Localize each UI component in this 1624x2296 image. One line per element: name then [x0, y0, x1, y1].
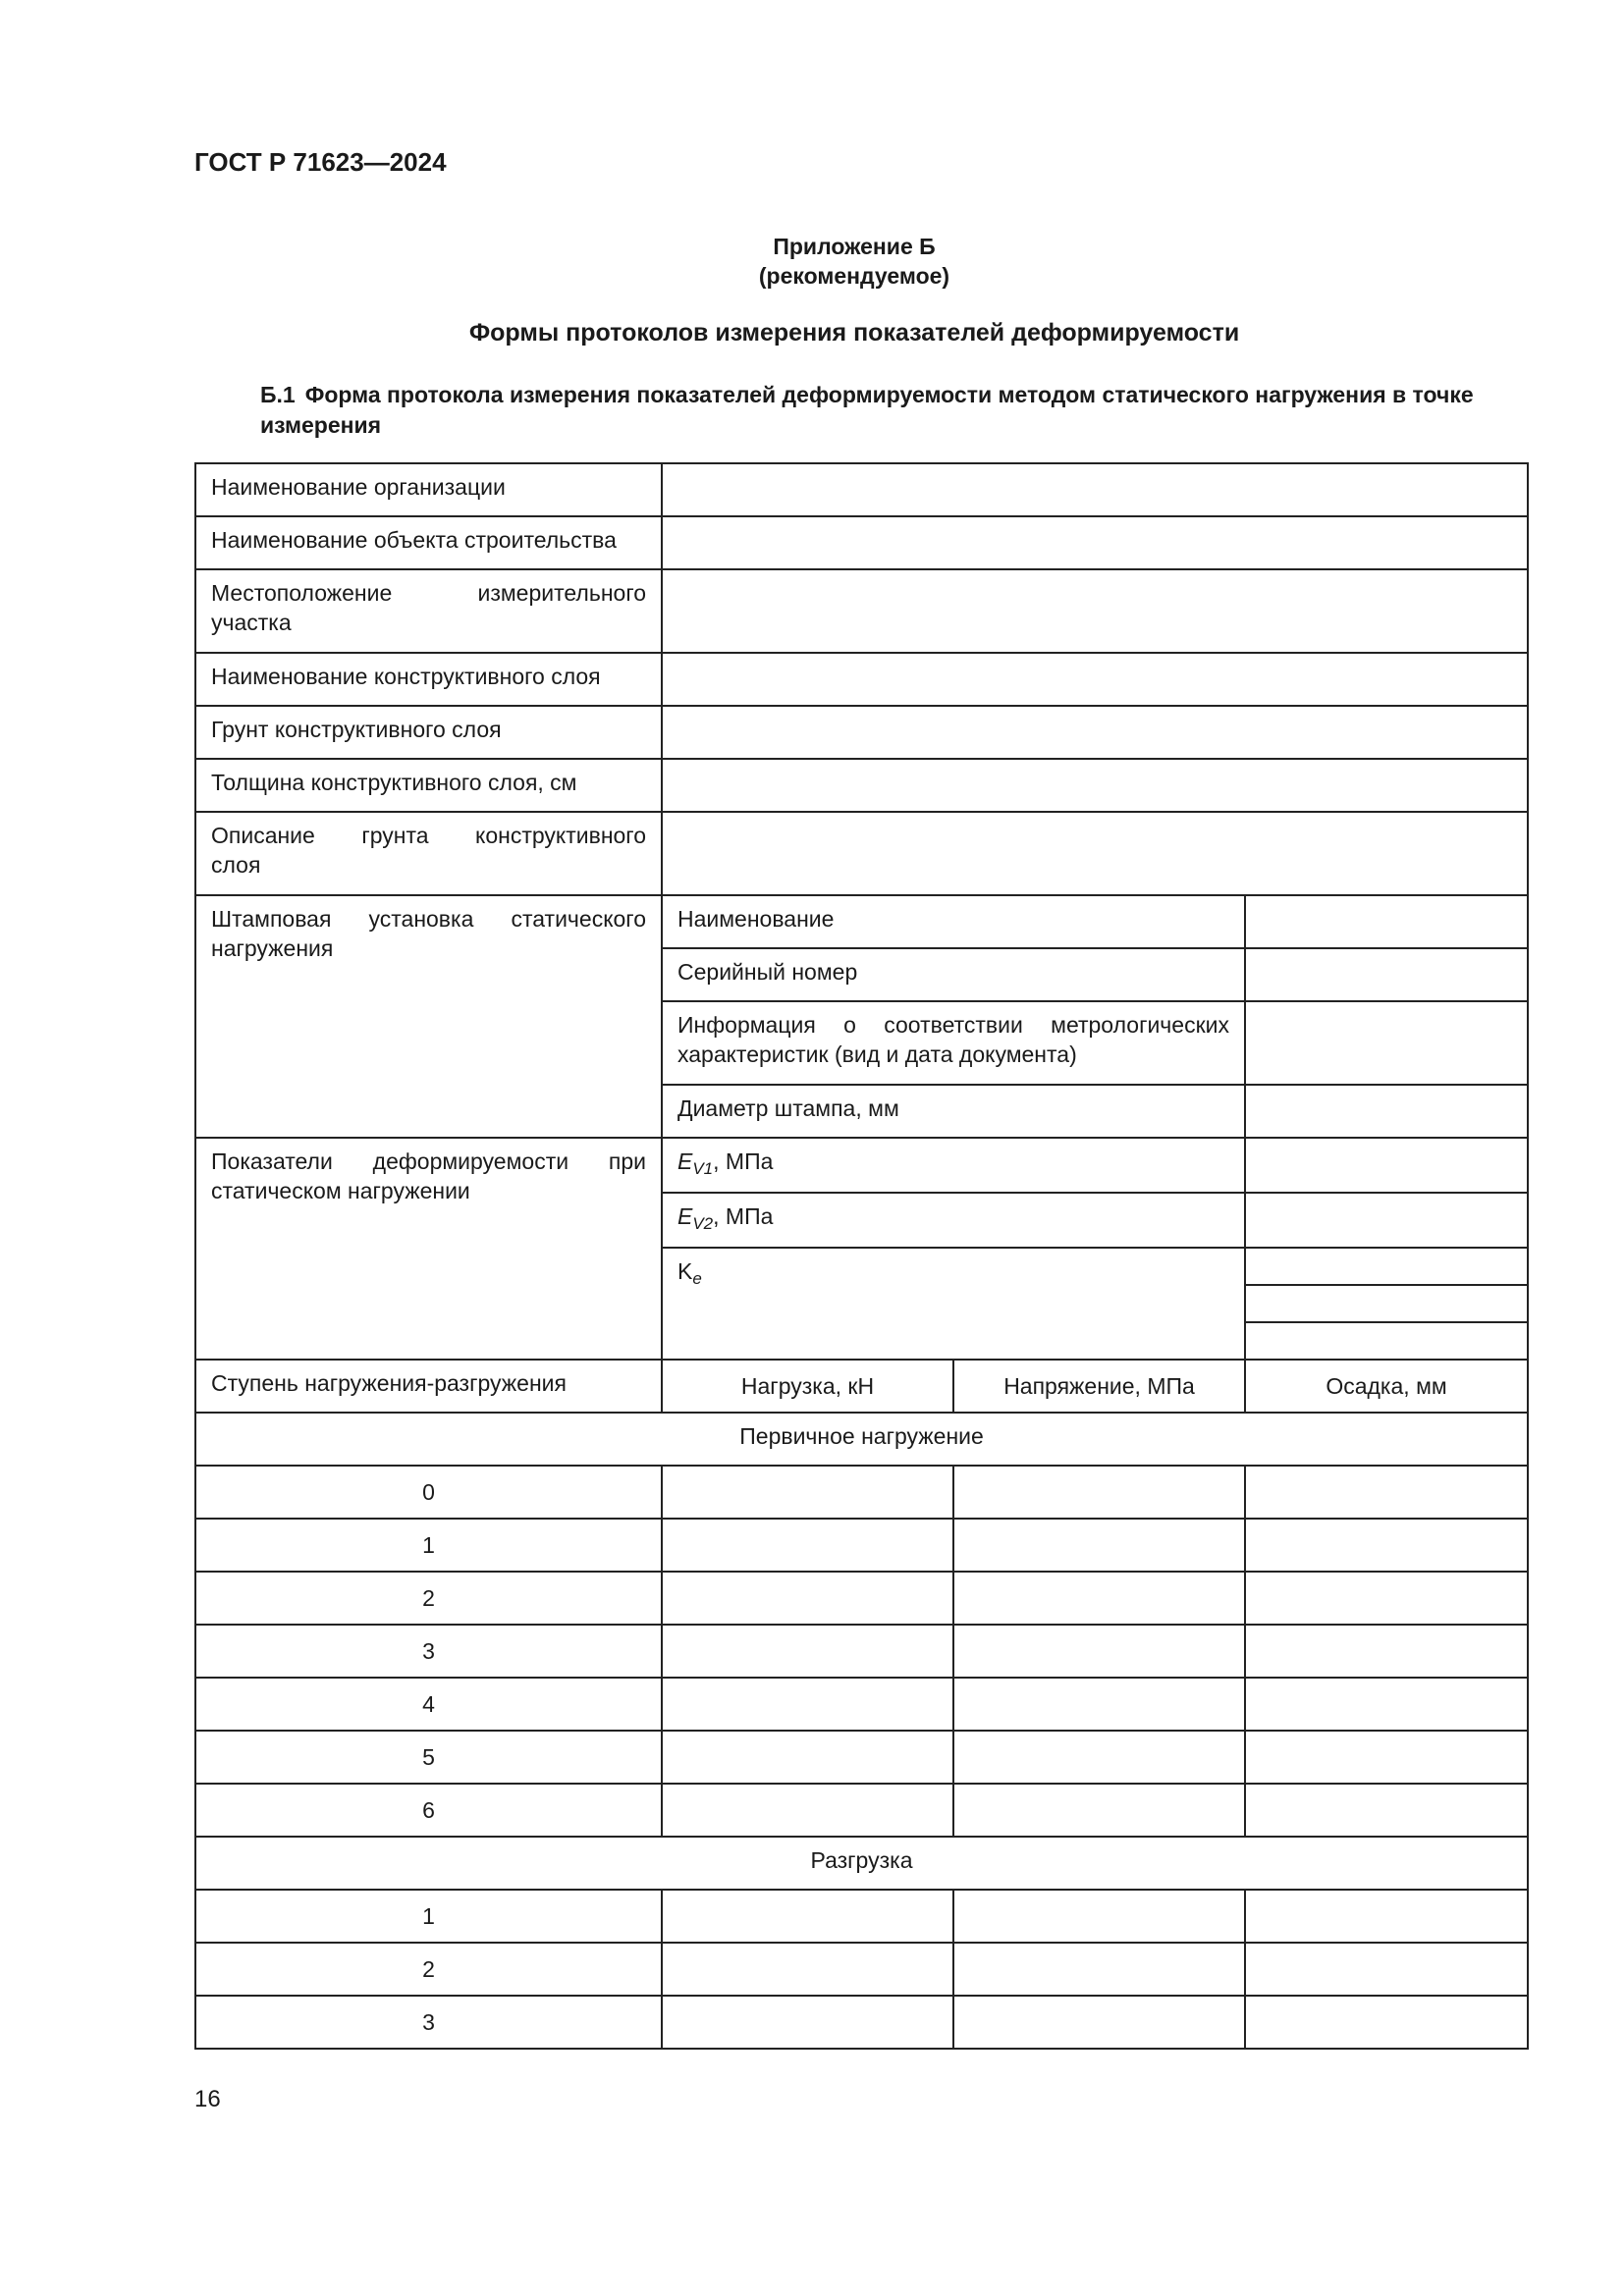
field-label — [195, 812, 662, 895]
header-load: Нагрузка, кН — [662, 1360, 953, 1413]
step-number: 2 — [195, 1943, 662, 1996]
unloading-title: Разгрузка — [195, 1837, 1528, 1890]
field-label: Толщина конструктивного слоя, см — [195, 759, 662, 812]
field-value-cell[interactable] — [1245, 1322, 1528, 1360]
load-cell[interactable] — [662, 1996, 953, 2049]
settlement-cell[interactable] — [1245, 1943, 1528, 1996]
stress-cell[interactable] — [953, 1572, 1245, 1625]
ke-label — [662, 1248, 1245, 1360]
field-label-line: Описание грунта конструктивного — [211, 823, 646, 848]
field-value-cell[interactable] — [662, 516, 1528, 569]
form-row-layer-thickness — [195, 759, 1528, 812]
field-value-cell[interactable] — [662, 812, 1528, 895]
load-cell[interactable] — [662, 1890, 953, 1943]
table-row — [195, 1731, 1528, 1784]
page-number: 16 — [194, 2086, 221, 2112]
document-code: ГОСТ Р 71623—2024 — [194, 147, 447, 177]
stamp-serial-label: Серийный номер — [662, 948, 1245, 1001]
field-value-cell[interactable] — [662, 653, 1528, 706]
load-cell[interactable] — [662, 1572, 953, 1625]
settlement-cell[interactable] — [1245, 1890, 1528, 1943]
form-row-layer-name — [195, 653, 1528, 706]
load-cell[interactable] — [662, 1784, 953, 1837]
stress-cell[interactable] — [953, 1731, 1245, 1784]
load-cell[interactable] — [662, 1943, 953, 1996]
protocol-form-table — [194, 462, 1529, 2050]
header-stress: Напряжение, МПа — [953, 1360, 1245, 1413]
stress-cell[interactable] — [953, 1678, 1245, 1731]
field-label: Наименование организации — [195, 463, 662, 516]
settlement-cell[interactable] — [1245, 1996, 1528, 2049]
field-label — [195, 569, 662, 653]
ke-subscript: e — [692, 1269, 702, 1288]
stress-cell[interactable] — [953, 1519, 1245, 1572]
stress-cell[interactable] — [953, 1784, 1245, 1837]
stress-cell[interactable] — [953, 1996, 1245, 2049]
ke-symbol: K — [677, 1258, 693, 1284]
settlement-cell[interactable] — [1245, 1572, 1528, 1625]
field-value-cell[interactable] — [1245, 1285, 1528, 1322]
table-row — [195, 1466, 1528, 1519]
step-number: 3 — [195, 1625, 662, 1678]
stamp-label: Штамповая установка статического нагружения — [195, 895, 662, 1138]
step-number: 1 — [195, 1890, 662, 1943]
field-value-cell[interactable] — [662, 759, 1528, 812]
table-row — [195, 1572, 1528, 1625]
field-value-cell[interactable] — [1245, 948, 1528, 1001]
section-title — [260, 380, 1527, 441]
form-row-location — [195, 569, 1528, 653]
stamp-metrology-label: Информация о соответствии метрологических характеристик (вид и дата документа) — [662, 1001, 1245, 1085]
field-label-line: слоя — [211, 852, 261, 878]
step-number: 3 — [195, 1996, 662, 2049]
step-number: 1 — [195, 1519, 662, 1572]
field-value-cell[interactable] — [662, 569, 1528, 653]
field-value-cell[interactable] — [1245, 1248, 1528, 1285]
load-cell[interactable] — [662, 1731, 953, 1784]
table-row — [195, 1625, 1528, 1678]
settlement-cell[interactable] — [1245, 1731, 1528, 1784]
step-number: 4 — [195, 1678, 662, 1731]
field-label: Наименование конструктивного слоя — [195, 653, 662, 706]
load-cell[interactable] — [662, 1625, 953, 1678]
field-label-line: Местоположение измерительного — [211, 580, 646, 606]
load-cell[interactable] — [662, 1466, 953, 1519]
table-row — [195, 1890, 1528, 1943]
table-row — [195, 1943, 1528, 1996]
step-number: 5 — [195, 1731, 662, 1784]
field-value-cell[interactable] — [1245, 1085, 1528, 1138]
ev1-label — [662, 1138, 1245, 1193]
field-label: Наименование объекта строительства — [195, 516, 662, 569]
form-row-ev1 — [195, 1138, 1528, 1193]
stamp-diameter-label: Диаметр штампа, мм — [662, 1085, 1245, 1138]
ev2-symbol: E — [677, 1203, 693, 1229]
field-value-cell[interactable] — [662, 706, 1528, 759]
annex-title: Приложение Б — [773, 234, 936, 259]
ev2-subscript: V2 — [692, 1214, 714, 1233]
step-number: 2 — [195, 1572, 662, 1625]
settlement-cell[interactable] — [1245, 1784, 1528, 1837]
settlement-cell[interactable] — [1245, 1519, 1528, 1572]
unloading-rows — [195, 1890, 1528, 2049]
table-row — [195, 1678, 1528, 1731]
primary-loading-title: Первичное нагружение — [195, 1413, 1528, 1466]
unloading-section-row — [195, 1837, 1528, 1890]
header-settlement: Осадка, мм — [1245, 1360, 1528, 1413]
header-step: Ступень нагружения-разгружения — [195, 1360, 662, 1413]
form-row-stamp-name — [195, 895, 1528, 948]
form-row-layer-soil — [195, 706, 1528, 759]
primary-loading-section-row — [195, 1413, 1528, 1466]
field-value-cell[interactable] — [1245, 1001, 1528, 1085]
main-title: Формы протоколов измерения показателей деформируемости — [468, 319, 1240, 347]
section-title-text: Форма протокола измерения показателей деформируемости методом статического нагружения в точке измерения — [260, 382, 1474, 438]
table-row — [195, 1519, 1528, 1572]
load-cell[interactable] — [662, 1678, 953, 1731]
form-row-object — [195, 516, 1528, 569]
field-value-cell[interactable] — [662, 463, 1528, 516]
load-table-header — [195, 1360, 1528, 1413]
primary-loading-rows — [195, 1466, 1528, 1837]
ev1-unit: , МПа — [713, 1148, 774, 1174]
form-row-organization — [195, 463, 1528, 516]
ev1-symbol: E — [677, 1148, 693, 1174]
field-value-cell[interactable] — [1245, 895, 1528, 948]
stress-cell[interactable] — [953, 1625, 1245, 1678]
stress-cell[interactable] — [953, 1466, 1245, 1519]
table-row — [195, 1996, 1528, 2049]
ev2-label — [662, 1193, 1245, 1248]
load-cell[interactable] — [662, 1519, 953, 1572]
section-number: Б.1 — [260, 382, 296, 407]
annex-subtitle: (рекомендуемое) — [758, 263, 950, 289]
stamp-name-label: Наименование — [662, 895, 1245, 948]
field-value-cell[interactable] — [1245, 1193, 1528, 1248]
stress-cell[interactable] — [953, 1890, 1245, 1943]
form-row-soil-description — [195, 812, 1528, 895]
field-value-cell[interactable] — [1245, 1138, 1528, 1193]
field-label: Грунт конструктивного слоя — [195, 706, 662, 759]
settlement-cell[interactable] — [1245, 1625, 1528, 1678]
table-row — [195, 1784, 1528, 1837]
settlement-cell[interactable] — [1245, 1678, 1528, 1731]
ev1-subscript: V1 — [692, 1159, 714, 1178]
settlement-cell[interactable] — [1245, 1466, 1528, 1519]
step-number: 0 — [195, 1466, 662, 1519]
stress-cell[interactable] — [953, 1943, 1245, 1996]
indicators-label: Показатели деформируемости при статическом нагружении — [195, 1138, 662, 1360]
ev2-unit: , МПа — [713, 1203, 774, 1229]
step-number: 6 — [195, 1784, 662, 1837]
field-label-line: участка — [211, 610, 292, 635]
